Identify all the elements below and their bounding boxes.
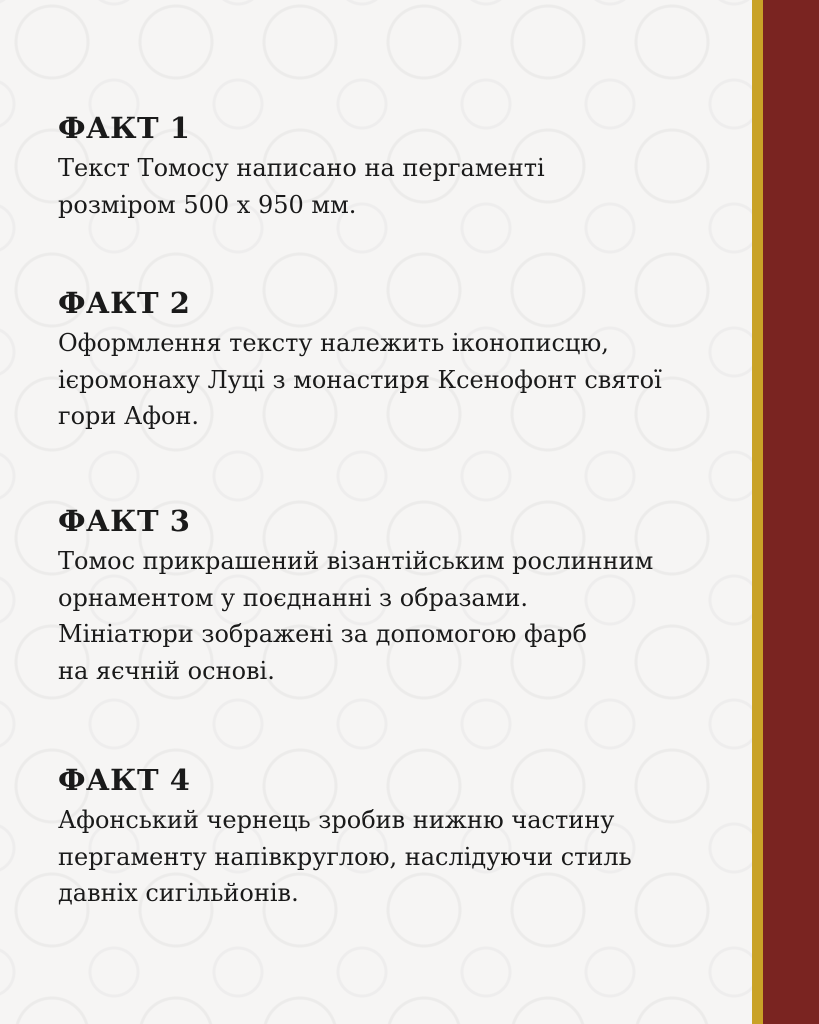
- fact-3-text: Томос прикрашений візантійським рослинним орнаментом у поєднанні з образами. Мініатюри зображені за допомогою фарб на яєчній основі.: [58, 547, 654, 685]
- fact-4-text: Афонський чернець зробив нижню частину пергаменту напівкруглою, наслідуючи стиль давніх сигільйонів.: [58, 806, 632, 907]
- fact-1: [58, 110, 738, 223]
- gold-stripe: [752, 0, 763, 1024]
- red-side-band: [763, 0, 819, 1024]
- fact-3: [58, 503, 738, 689]
- fact-3-title: ФАКТ 3: [58, 504, 191, 538]
- fact-1-title: ФАКТ 1: [58, 111, 191, 145]
- fact-4-title: ФАКТ 4: [58, 763, 191, 797]
- fact-1-text: Текст Томосу написано на пергаменті розміром 500 х 950 мм.: [58, 154, 545, 219]
- fact-2: [58, 285, 738, 435]
- fact-2-text: Оформлення тексту належить іконописцю, ієромонаху Луці з монастиря Ксенофонт святої гори Афон.: [58, 329, 662, 430]
- fact-4: [58, 762, 738, 912]
- fact-2-title: ФАКТ 2: [58, 286, 191, 320]
